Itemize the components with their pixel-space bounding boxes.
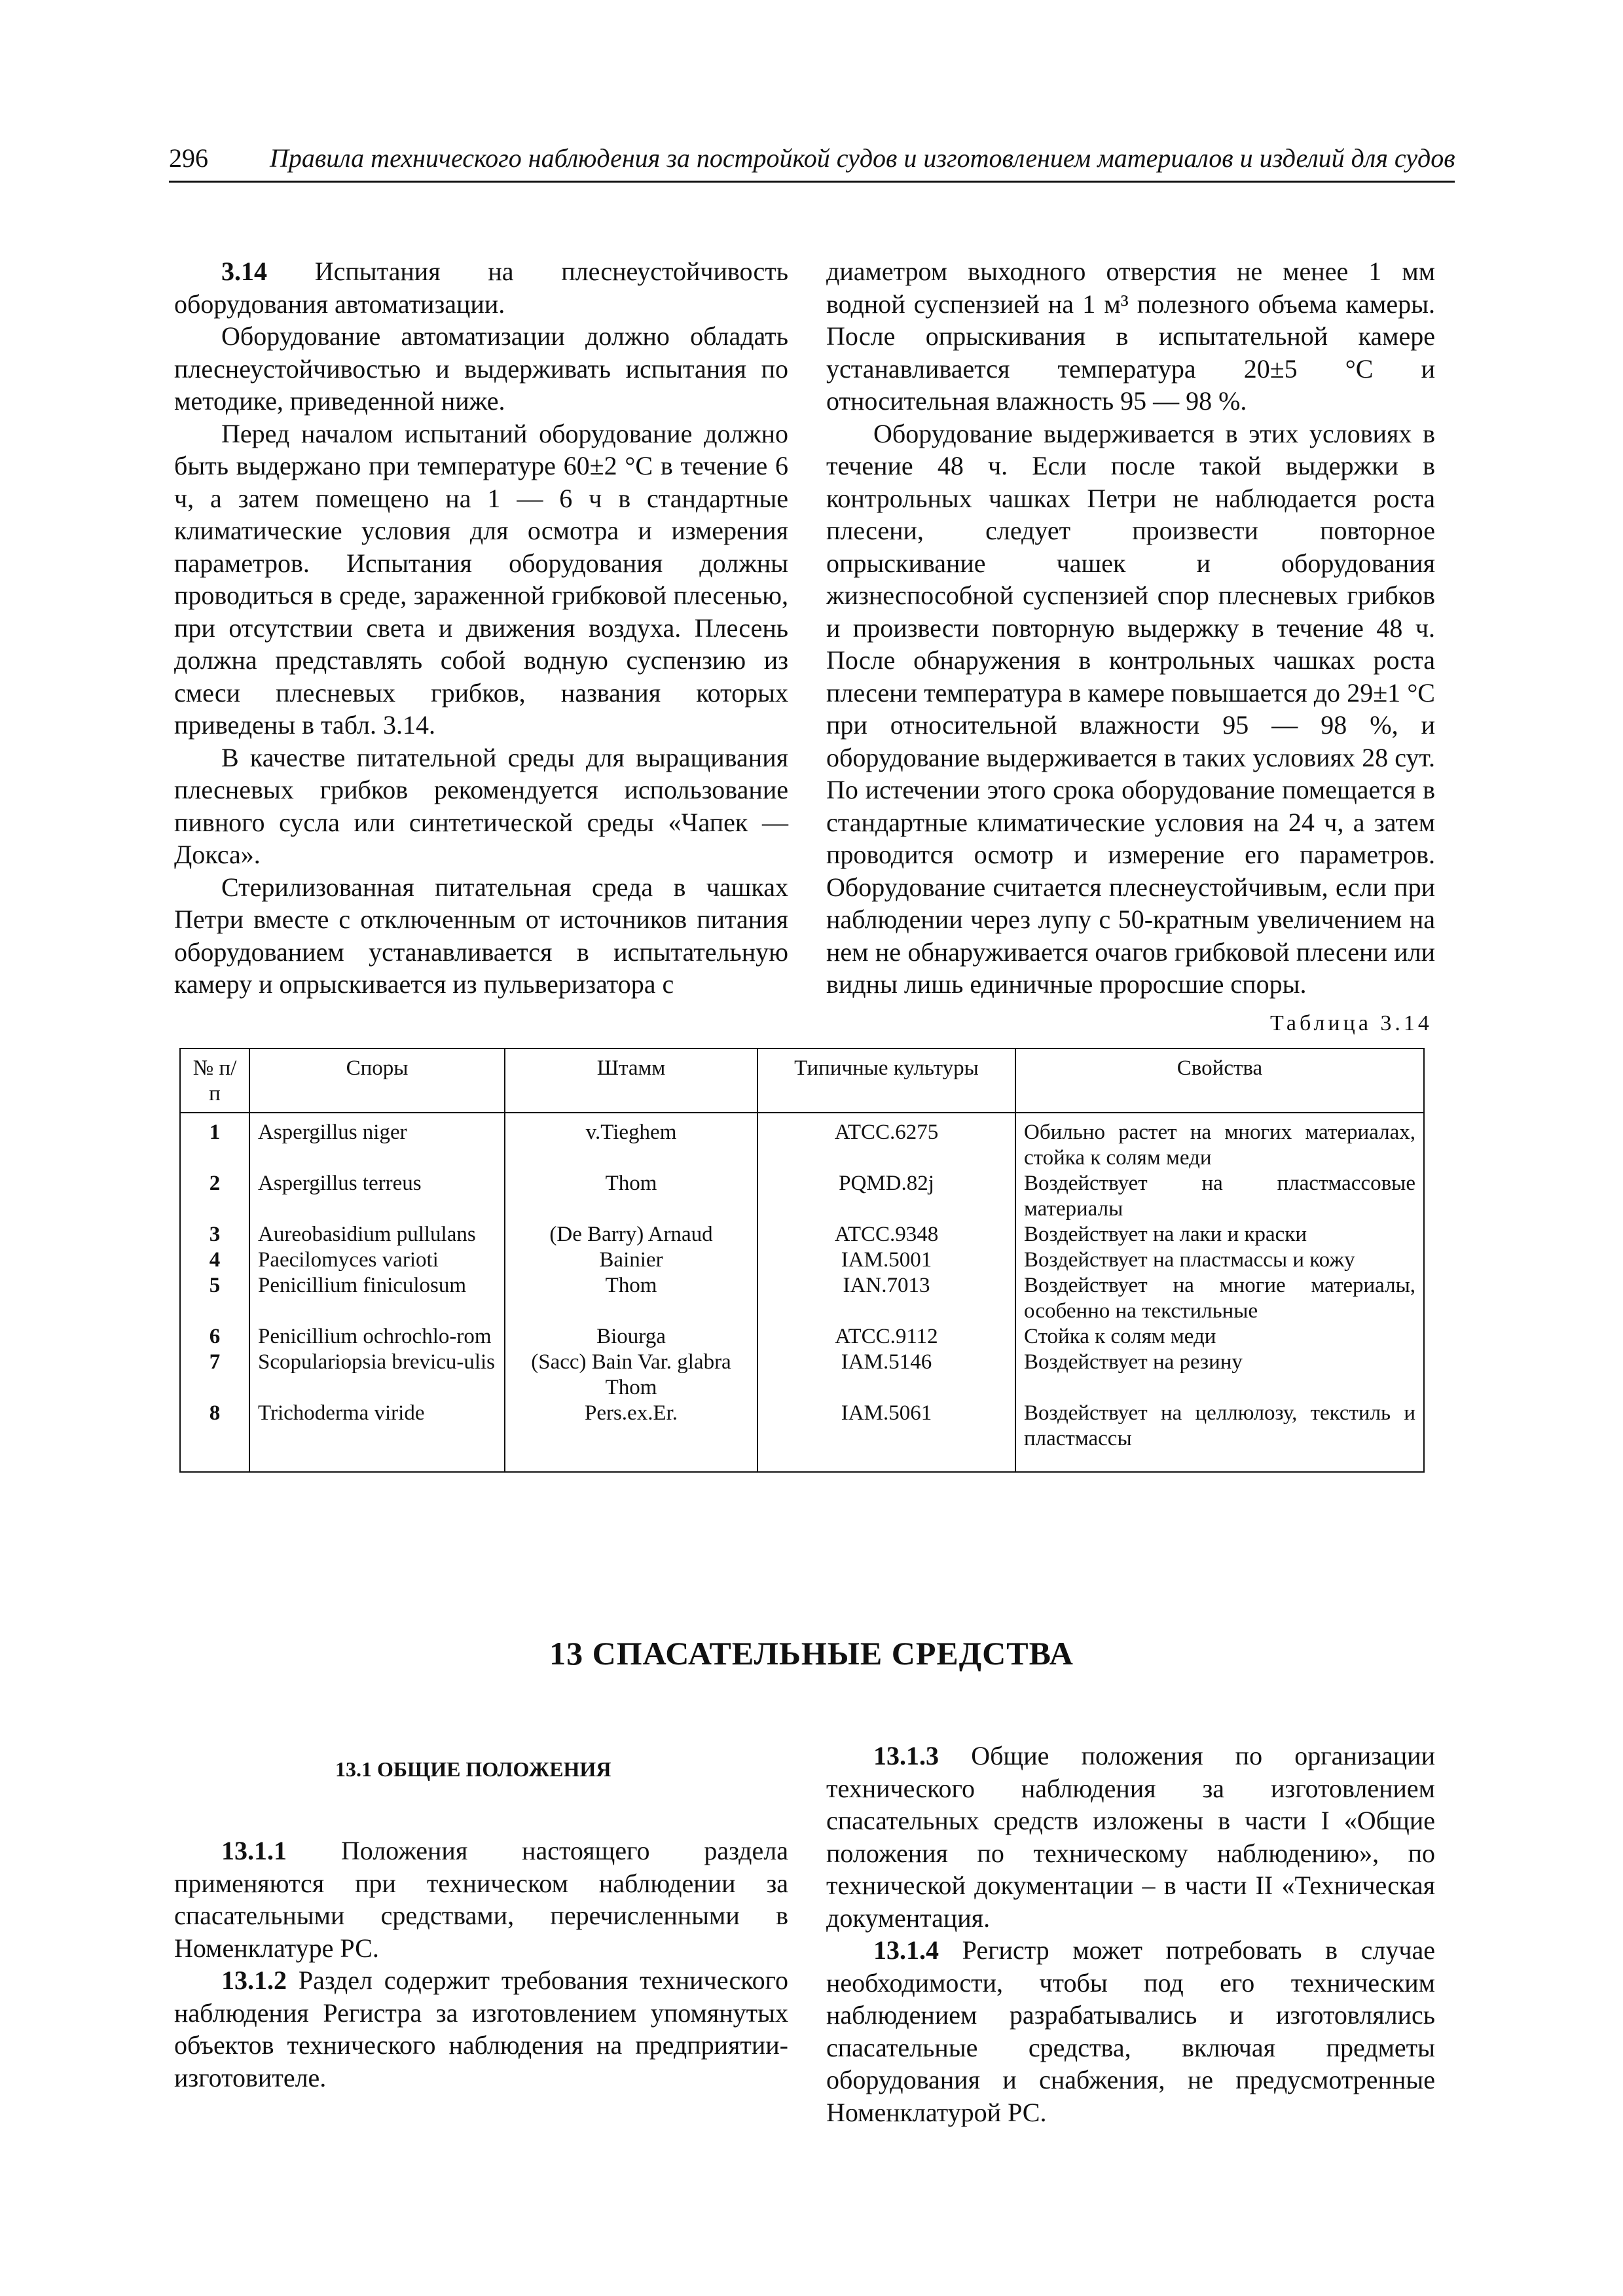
strain: Pers.ex.Er.: [505, 1401, 757, 1472]
culture: IAM.5061: [757, 1401, 1015, 1472]
right-column-13: [826, 1740, 1435, 2128]
paragraph: Оборудование выдерживается в этих условиях в течение 48 ч. Если после такой выдержки в контрольных чашках Петри не наблюдается роста плесени, следует произвести повторное опрыскивание чашек и оборудования жизнеспособной суспензией спор плесневых грибков и произвести повторную выдержку в течение 48 ч. После обнаружения в контрольных чашках роста плесени температура в камере повышается до 29±1 °С при относительной влажности 95 — 98 %, и оборудование выдерживается в таких условиях 28 сут. По истечении этого срока оборудование помещается в стандартные климатические условия на 24 ч, а затем проводится осмотр и измерение его параметров. Оборудование считается плеснеустойчивым, если при наблюдении через лупу с 50-кратным увеличением на нем не обнаруживается очагов грибковой плесени или видны лишь единичные проросшие споры.: [826, 418, 1435, 999]
properties: Обильно растет на многих материалах, стойка к солям меди: [1015, 1113, 1424, 1171]
clause-number: 13.1.1: [221, 1836, 287, 1865]
spore-name: Aspergillus terreus: [249, 1171, 505, 1222]
table-row: [180, 1247, 1424, 1273]
clause-text: Общие положения по организации технического наблюдения за изготовлением спасательных средств изложены в части I «Общие положения по техническому наблюдению», по технической документации – в части II «Техническая документация.: [826, 1741, 1435, 1933]
paragraph: диаметром выходного отверстия не менее 1 мм водной суспензией на 1 м³ полезного объема камеры. После опрыскивания в испытательной камере устанавливается температура 20±5 °С и относительная влажность 95 — 98 %.: [826, 257, 1435, 416]
clause-13-1-4: [826, 1934, 1435, 2128]
strain: v.Tieghem: [505, 1113, 757, 1171]
paragraph: Стерилизованная питательная среда в чашках Петри вместе с отключенным от источников питания оборудованием устанавливается в испытательную камеру и опрыскивается из пульверизатора с: [174, 872, 788, 999]
strain: (De Barry) Arnaud: [505, 1222, 757, 1247]
row-number: 5: [180, 1273, 249, 1324]
header-cell: № п/п: [180, 1049, 249, 1113]
culture: ATCC.6275: [757, 1113, 1015, 1171]
strain: Thom: [505, 1273, 757, 1324]
table-header-row: [180, 1049, 1424, 1113]
section-heading-3-14: [174, 255, 788, 320]
spore-name: Penicillium ochrochlo-rom: [249, 1324, 505, 1350]
row-number: 1: [180, 1113, 249, 1171]
culture: IAM.5146: [757, 1350, 1015, 1401]
header-rule: [169, 181, 1455, 183]
properties: Воздействует на резину: [1015, 1350, 1424, 1401]
row-number: 7: [180, 1350, 249, 1401]
row-number: 4: [180, 1247, 249, 1273]
spore-name: Aspergillus niger: [249, 1113, 505, 1171]
table-row: [180, 1350, 1424, 1401]
spore-name: Trichoderma viride: [249, 1401, 505, 1472]
table-row: [180, 1113, 1424, 1171]
clause-number: 13.1.2: [221, 1965, 287, 1995]
properties: Стойка к солям меди: [1015, 1324, 1424, 1350]
table-caption: Таблица 3.14: [1270, 1011, 1432, 1035]
clause-number: 13.1.3: [873, 1741, 939, 1770]
properties: Воздействует на пластмассовые материалы: [1015, 1171, 1424, 1222]
properties: Воздействует на целлюлозу, текстиль и пластмассы: [1015, 1401, 1424, 1472]
clause-text: Положения настоящего раздела применяются при техническом наблюдении за спасательными средствами, перечисленными в Номенклатуре РС.: [174, 1836, 788, 1963]
header-cell: Типичные культуры: [757, 1049, 1015, 1113]
paragraph: Перед началом испытаний оборудование должно быть выдержано при температуре 60±2 °С в течение 6 ч, а затем помещено на 1 — 6 ч в стандартные климатические условия для осмотра и измерения параметров. Испытания оборудования должны проводиться в среде, зараженной грибковой плесенью, при отсутствии света и движения воздуха. Плесень должна представлять собой водную суспензию из смеси плесневых грибков, названия которых приведены в табл. 3.14.: [174, 418, 788, 740]
clause-text: Регистр может потребовать в случае необходимости, чтобы под его техническим наблюдением разрабатывались и изготовлялись спасательные средства, включая предметы оборудования и снабжения, не предусмотренные Номенклатурой РС.: [826, 1935, 1435, 2127]
properties: Воздействует на лаки и краски: [1015, 1222, 1424, 1247]
strain: Biourga: [505, 1324, 757, 1350]
section-number: 3.14: [221, 257, 267, 286]
row-number: 8: [180, 1401, 249, 1472]
clause-13-1-2: [174, 1964, 788, 2094]
culture: IAN.7013: [757, 1273, 1015, 1324]
spore-name: Penicillium finiculosum: [249, 1273, 505, 1324]
table-row: [180, 1273, 1424, 1324]
paragraph: В качестве питательной среды для выращивания плесневых грибков рекомендуется использование пивного сусла или синтетической среды «Чапек — Докса».: [174, 742, 788, 869]
properties: Воздействует на многие материалы, особенно на текстильные: [1015, 1273, 1424, 1324]
section-title: Испытания на плеснеустойчивость оборудования автоматизации.: [174, 257, 789, 319]
table-row: [180, 1222, 1424, 1247]
strain: (Sacc) Bain Var. glabra Thom: [505, 1350, 757, 1401]
table-row: [180, 1171, 1424, 1222]
left-column-13: [174, 1835, 788, 2094]
page-number: 296: [169, 143, 208, 173]
clause-13-1-3: [826, 1740, 1435, 1934]
row-number: 3: [180, 1222, 249, 1247]
strain: Bainier: [505, 1247, 757, 1273]
header-cell: Свойства: [1015, 1049, 1424, 1113]
culture: IAM.5001: [757, 1247, 1015, 1273]
row-number: 2: [180, 1171, 249, 1222]
culture: PQMD.82j: [757, 1171, 1015, 1222]
header-cell: Споры: [249, 1049, 505, 1113]
spore-name: Scopulariopsia brevicu-ulis: [249, 1350, 505, 1401]
table-row: [180, 1401, 1424, 1472]
table-row: [180, 1324, 1424, 1350]
right-column-3-14: [826, 255, 1435, 1001]
left-column-3-14: [174, 255, 788, 1001]
properties: Воздействует на пластмассы и кожу: [1015, 1247, 1424, 1273]
spore-name: Paecilomyces varioti: [249, 1247, 505, 1273]
running-title: Правила технического наблюдения за постройкой судов и изготовлением материалов и изделий для судов: [270, 143, 1455, 173]
culture: ATCC.9348: [757, 1222, 1015, 1247]
strain: Thom: [505, 1171, 757, 1222]
clause-number: 13.1.4: [873, 1935, 939, 1965]
subsection-title-13-1: 13.1 ОБЩИЕ ПОЛОЖЕНИЯ: [335, 1757, 611, 1781]
clause-13-1-1: [174, 1835, 788, 1964]
clause-text: Раздел содержит требования технического наблюдения Регистра за изготовлением упомянутых объектов технического наблюдения на предприятии-изготовителе.: [174, 1965, 789, 2092]
spore-name: Aureobasidium pullulans: [249, 1222, 505, 1247]
spores-table: [179, 1048, 1425, 1473]
header-cell: Штамм: [505, 1049, 757, 1113]
paragraph: Оборудование автоматизации должно обладать плеснеустойчивостью и выдерживать испытания по методике, приведенной ниже.: [174, 321, 788, 416]
section-title-13: 13 СПАСАТЕЛЬНЫЕ СРЕДСТВА: [549, 1635, 1074, 1672]
row-number: 6: [180, 1324, 249, 1350]
culture: ATCC.9112: [757, 1324, 1015, 1350]
